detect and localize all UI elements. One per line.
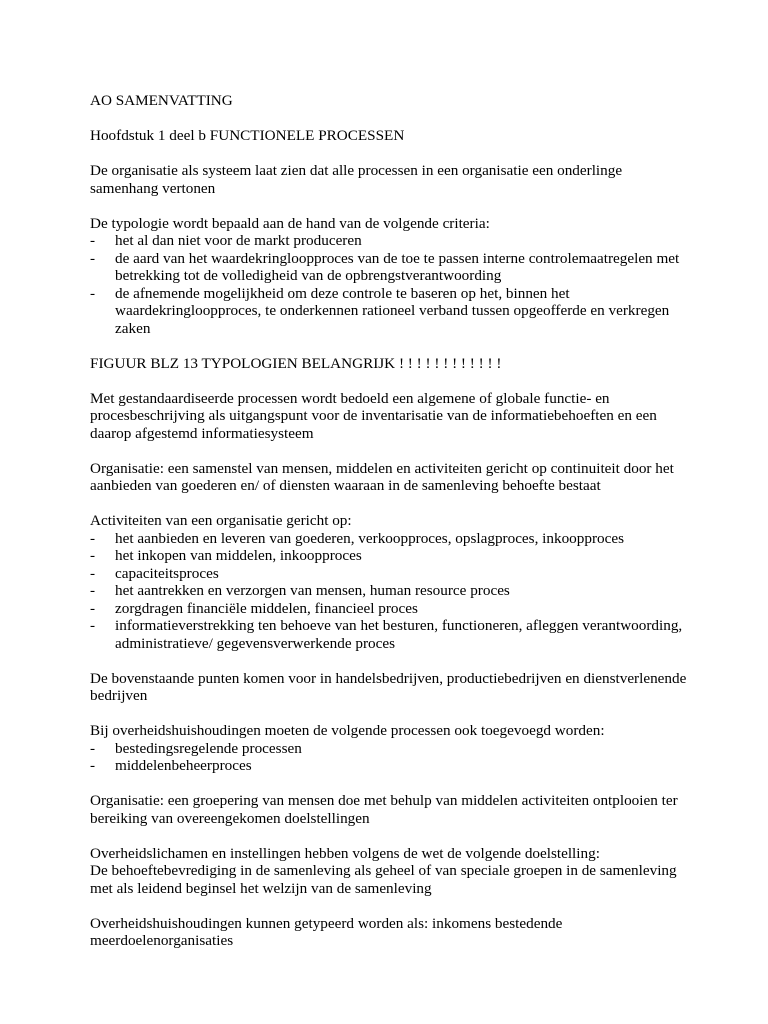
document-body [90, 92, 690, 950]
paragraph-system: De organisatie als systeem laat zien dat alle processen in een organisatie een onderlinge samenhang vertonen [90, 162, 623, 197]
paragraph-standardized: Met gestandaardiseerde processen wordt bedoeld een algemene of globale functie- en procesbeschrijving als uitgangspunt voor de inventarisatie van de informatiebehoeften en een daarop afgestemd informatiesysteem [90, 389, 657, 442]
figure-note: FIGUUR BLZ 13 TYPOLOGIEN BELANGRIJK ! ! ! ! ! ! ! ! ! ! ! ! [90, 354, 502, 372]
list-item: - capaciteitsproces [90, 565, 690, 583]
document-title: AO SAMENVATTING [90, 92, 233, 109]
list-item: - het aanbieden en leveren van goederen, verkoopproces, opslagproces, inkoopproces [90, 530, 690, 548]
list-item: - het al dan niet voor de markt produceren [90, 232, 690, 250]
paragraph-household-types: Overheidshuishoudingen kunnen getypeerd worden als: inkomens bestedende meerdoelenorganisaties [90, 914, 563, 949]
paragraph-bodies-goal: Overheidslichamen en instellingen hebben volgens de wet de volgende doelstelling: [90, 844, 600, 862]
government-intro: Bij overheidshuishoudingen moeten de volgende processen ook toegevoegd worden: [90, 722, 605, 739]
list-item: - het aantrekken en verzorgen van mensen, human resource proces [90, 582, 690, 600]
activities-intro: Activiteiten van een organisatie gericht op: [90, 512, 352, 529]
list-item: - zorgdragen financiële middelen, financieel proces [90, 600, 690, 618]
list-item: - de afnemende mogelijkheid om deze controle te baseren op het, binnen het waardekringloopproces, te onderkennen rationeel verband tussen opgeofferde en verkregen zaken [90, 285, 690, 338]
paragraph-organisation-definition: Organisatie: een samenstel van mensen, middelen en activiteiten gericht op continuiteit door het aanbieden van goederen en/ of diensten waaraan in de samenleving behoefte bestaat [90, 459, 674, 494]
list-item: - de aard van het waardekringloopproces van de toe te passen interne controlemaatregelen met betrekking tot de volledigheid van de opbrengstverantwoording [90, 250, 690, 285]
chapter-heading: Hoofdstuk 1 deel b FUNCTIONELE PROCESSEN [90, 127, 405, 144]
typology-list [90, 232, 690, 337]
list-item: - het inkopen van middelen, inkoopproces [90, 547, 690, 565]
list-item: - middelenbeheerproces [90, 757, 690, 775]
paragraph-organisation-grouping: Organisatie: een groepering van mensen doe met behulp van middelen activiteiten ontplooien ter bereiking van overeengekomen doelstellingen [90, 792, 678, 827]
typology-intro: De typologie wordt bepaald aan de hand van de volgende criteria: [90, 214, 490, 232]
government-list [90, 740, 690, 775]
list-item: - informatieverstrekking ten behoeve van het besturen, functioneren, afleggen verantwoording, administratieve/ gegevensverwerkende proces [90, 617, 690, 652]
paragraph-business-types: De bovenstaande punten komen voor in handelsbedrijven, productiebedrijven en dienstverlenende bedrijven [90, 669, 687, 704]
paragraph-need-satisfaction: De behoeftebevrediging in de samenleving als geheel of van speciale groepen in de samenleving met als leidend beginsel het welzijn van de samenleving [90, 862, 677, 897]
list-item: - bestedingsregelende processen [90, 740, 690, 758]
activities-list [90, 530, 690, 653]
